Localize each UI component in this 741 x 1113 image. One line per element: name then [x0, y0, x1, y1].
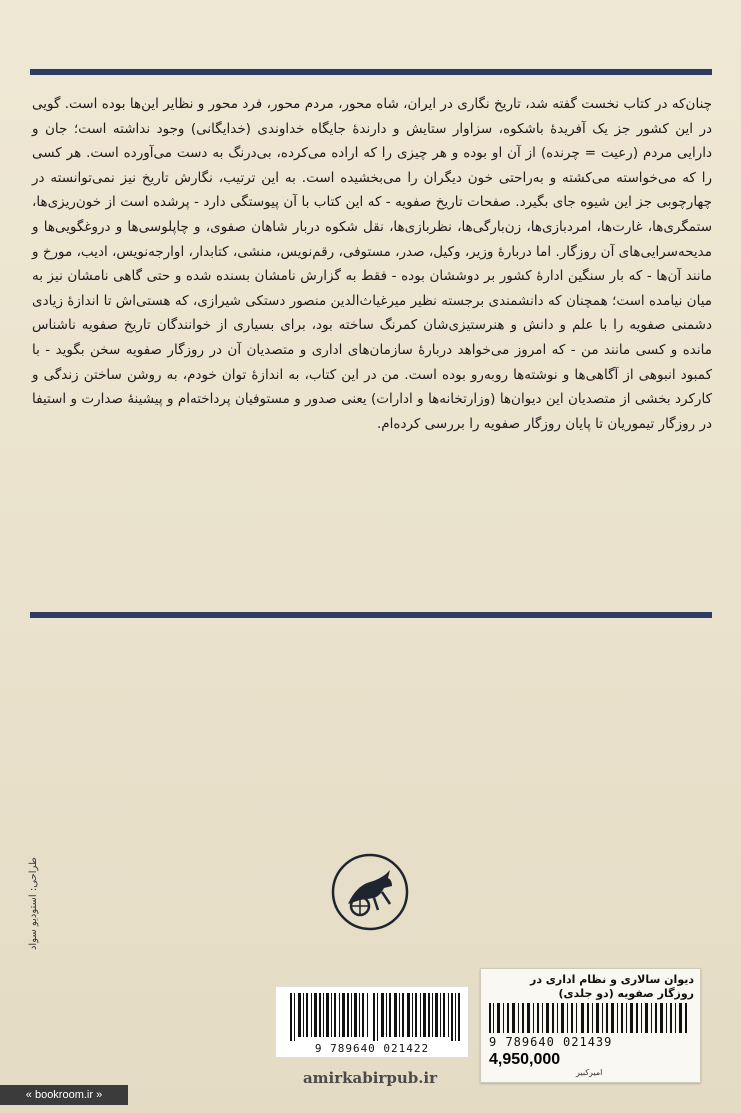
isbn-number: 9 789640 021422 [314, 1042, 430, 1055]
watermark-badge: « bookroom.ir » [0, 1085, 128, 1105]
sticker-barcode [489, 1003, 689, 1033]
sticker-barcode-number: 9 789640 021439 [489, 1035, 613, 1049]
designer-credit: طراحی: استودیو سواد [28, 857, 39, 951]
store-label: امیرکبیر [576, 1068, 603, 1077]
price-value: 4,950,000 [489, 1051, 561, 1068]
price-sticker [480, 968, 701, 1083]
top-rule [30, 69, 712, 75]
publisher-website: amirkabirpub.ir [302, 1069, 438, 1087]
sticker-title-line1: دیوان سالاری و نظام اداری در [530, 973, 694, 986]
bottom-rule [30, 612, 712, 618]
sticker-title-line2: روزگار صفویه (دو جلدی) [558, 987, 694, 1000]
isbn-barcode [275, 986, 469, 1058]
barcode-bars [290, 993, 460, 1041]
blurb-text: چنان‌که در کتاب نخست گفته شد، تاریخ نگاری در ایران، شاه محور، مردم محور، فرد محور و نظایر این‌ها بوده است. گویی در این کشور جز یک آفریدهٔ باشکوه، سزاوار ستایش و دارندهٔ جایگاه خداوندی (خدایگانی) وجود نداشته است؛ جان و دارایی مردم (رعیت = چرنده) از آن او بوده و هر چیزی را که اراده می‌کرده، بی‌درنگ به دست می‌آورده است. هر کسی را که می‌خواسته می‌کشته و به‌راحتی خون دیگران را می‌بخشیده است. به این ترتیب، نگارش تاریخ نیز نمی‌توانسته در چهارچوبی جز این شیوه جای بگیرد. صفحات تاریخ صفویه - که این کتاب با آن پیوستگی دارد - پرشده است از خون‌ریزی‌ها، ستمگری‌ها، غارت‌ها، امردبازی‌ها، زن‌بارگی‌ها، نظربازی‌ها، نقل شکوه دربار شاهان صفوی، و چاپلوسی‌ها و دروغگویی‌ها و مدیحه‌سرایی‌های آن روزگار. اما دربارهٔ وزیر، وکیل، صدر، مستوفی، رقم‌نویس، منشی، کتابدار، اوارجه‌نویس، ادیب، مورخ و مانند آن‌ها - که بار سنگین ادارهٔ کشور بر دوششان بوده - فقط به گزارش نامشان بسنده شده و حتی گاهی نامشان نیز به میان نیامده است؛ همچنان که دانشمندی برجسته نظیر میرغیاث‌الدین منصور دستکی شیرازی، که هستی‌اش تا اندازهٔ زیادی دشمنی صفویه را با علم و دانش و هنرستیزی‌شان کمرنگ ساخته بود، برای بسیاری از خوانندگان تاریخ صفویه ناشناس مانده و کسی مانند من - که امروز می‌خواهد دربارهٔ سازمان‌های اداری و متصدیان آن در روزگار صفویه سخن بگوید - با کمبود انبوهی از آگاهی‌ها و نوشته‌ها روبه‌رو بوده است. من در این کتاب، به اندازهٔ توان خودم، به روشن ساختن زندگی و کارکرد بخشی از متصدیان این دیوان‌ها (وزارتخانه‌ها و ادارات) یعنی صدور و مستوفیان پرداخته‌ام و پیشینهٔ صدارت و استیفا در روزگار تیموریان تا پایان روزگار صفویه را بررسی کرده‌ام. [32, 96, 712, 432]
sticker-title [484, 973, 694, 1001]
publisher-logo-icon [330, 852, 410, 932]
